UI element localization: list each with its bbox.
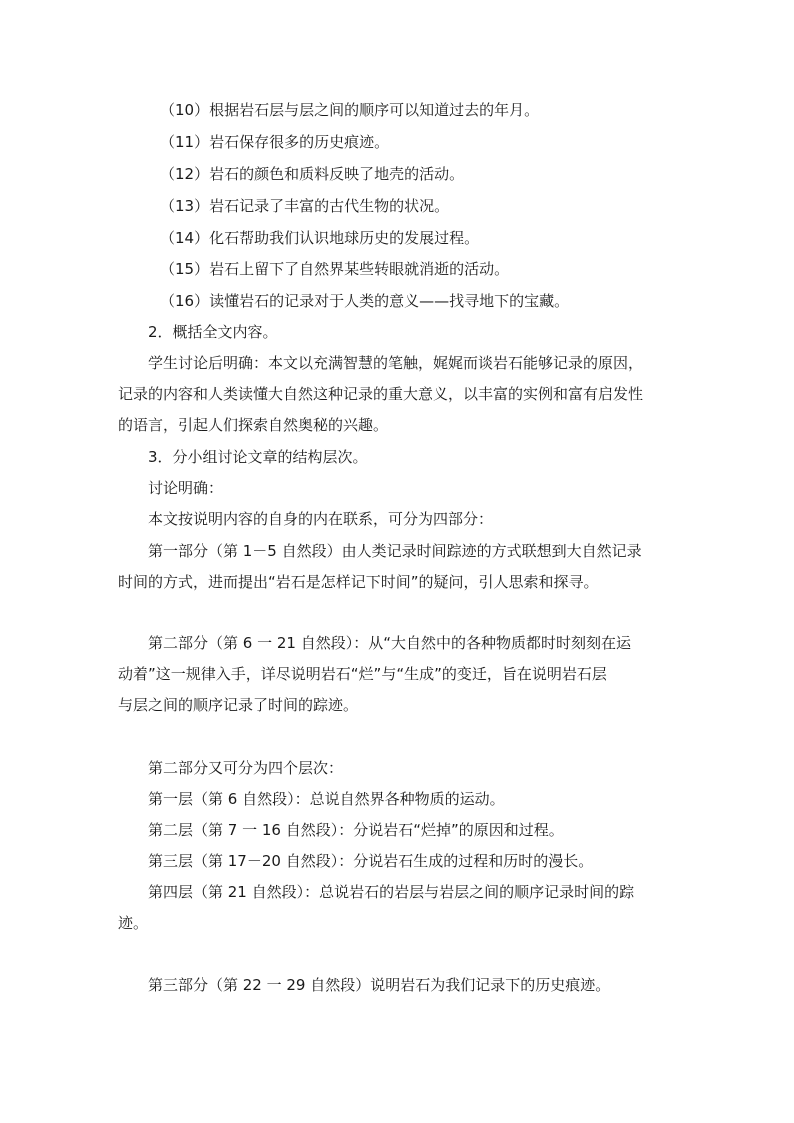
list-item: （13）岩石记录了丰富的古代生物的状况。 — [160, 197, 450, 215]
section-heading: 2．概括全文内容。 — [148, 323, 278, 341]
paragraph-line: 第四层（第 21 自然段）：总说岩石的岩层与岩层之间的顺序记录时间的踪 — [148, 883, 635, 901]
list-item: （14）化石帮助我们认识地球历史的发展过程。 — [160, 229, 480, 247]
list-item: （16）读懂岩石的记录对于人类的意义——找寻地下的宝藏。 — [160, 292, 570, 310]
list-item: （10）根据岩石层与层之间的顺序可以知道过去的年月。 — [160, 101, 540, 119]
paragraph-line: 与层之间的顺序记录了时间的踪迹。 — [118, 696, 359, 714]
paragraph-line: 第三部分（第 22 一 29 自然段）说明岩石为我们记录下的历史痕迹。 — [148, 976, 611, 994]
list-item: （12）岩石的颜色和质料反映了地壳的活动。 — [160, 165, 465, 183]
paragraph-line: 学生讨论后明确：本文以充满智慧的笔触，娓娓而谈岩石能够记录的原因， — [148, 354, 644, 372]
paragraph-line: 第二部分（第 6 一 21 自然段）：从“大自然中的各种物质都时时刻刻在运 — [148, 634, 631, 652]
paragraph-line: 第一层（第 6 自然段）：总说自然界各种物质的运动。 — [148, 790, 505, 808]
list-item: （11）岩石保存很多的历史痕迹。 — [160, 133, 390, 151]
paragraph-line: 第一部分（第 1－5 自然段）由人类记录时间踪迹的方式联想到大自然记录 — [148, 542, 642, 560]
section-heading: 3．分小组讨论文章的结构层次。 — [148, 448, 368, 466]
list-item: （15）岩石上留下了自然界某些转眼就消逝的活动。 — [160, 260, 510, 278]
paragraph-line: 记录的内容和人类读懂大自然这种记录的重大意义，以丰富的实例和富有启发性 — [118, 385, 644, 403]
paragraph-line: 第三层（第 17－20 自然段）：分说岩石生成的过程和历时的漫长。 — [148, 852, 594, 870]
paragraph-line: 第二层（第 7 一 16 自然段）：分说岩石“烂掉”的原因和过程。 — [148, 821, 564, 839]
paragraph-line: 第二部分又可分为四个层次： — [148, 759, 344, 777]
paragraph-line: 迹。 — [118, 914, 149, 932]
paragraph-line: 动着”这一规律入手，详尽说明岩石“烂”与“生成”的变迁，旨在说明岩石层 — [118, 665, 607, 683]
paragraph-line: 讨论明确： — [148, 479, 224, 497]
paragraph-line: 时间的方式，进而提出“岩石是怎样记下时间”的疑问，引人思索和探寻。 — [118, 573, 599, 591]
paragraph-line: 的语言，引起人们探索自然奥秘的兴趣。 — [118, 416, 389, 434]
paragraph-line: 本文按说明内容的自身的内在联系，可分为四部分： — [148, 510, 494, 528]
